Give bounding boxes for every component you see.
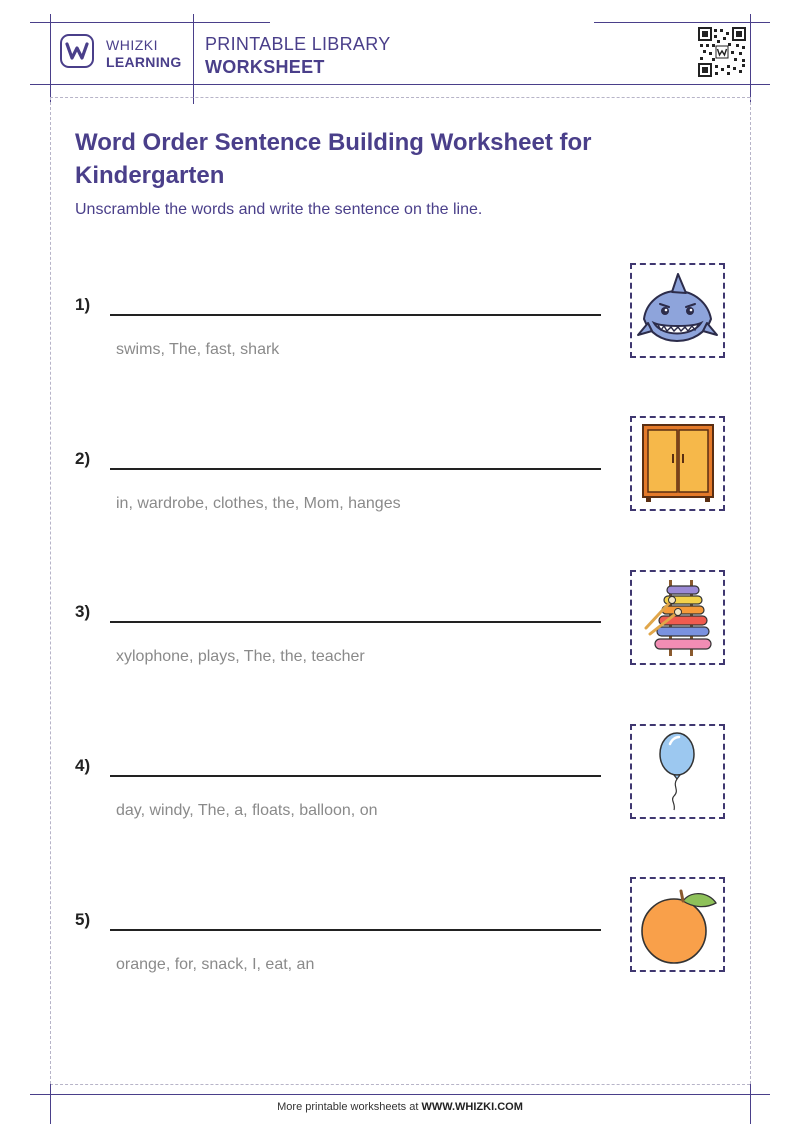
scrambled-words: swims, The, fast, shark bbox=[116, 341, 280, 358]
header-bottom-rule bbox=[30, 84, 770, 85]
answer-line[interactable] bbox=[110, 775, 601, 777]
scrambled-words: orange, for, snack, I, eat, an bbox=[116, 956, 315, 973]
answer-line[interactable] bbox=[110, 314, 601, 316]
scrambled-words: day, windy, The, a, floats, balloon, on bbox=[116, 802, 378, 819]
picture-box bbox=[630, 724, 725, 819]
frame-left-dash bbox=[50, 97, 51, 1084]
header-divider bbox=[193, 14, 194, 104]
scrambled-words: xylophone, plays, The, the, teacher bbox=[116, 648, 365, 665]
picture-box bbox=[630, 263, 725, 358]
library-label: PRINTABLE LIBRARY bbox=[205, 34, 391, 54]
answer-line[interactable] bbox=[110, 621, 601, 623]
question-number: 2) bbox=[75, 449, 91, 468]
footer-prefix: More printable worksheets at bbox=[277, 1101, 422, 1113]
footer-site-link[interactable]: WWW.WHIZKI.COM bbox=[421, 1101, 523, 1113]
whizki-logo-icon bbox=[60, 34, 94, 68]
frame-right-dash bbox=[750, 97, 751, 1084]
worksheet-title: Word Order Sentence Building Worksheet for Kindergarten bbox=[75, 129, 592, 189]
footer-text bbox=[0, 1101, 800, 1113]
header-right-rule bbox=[750, 14, 751, 104]
picture-box bbox=[630, 570, 725, 665]
shark-icon bbox=[632, 265, 723, 356]
picture-box bbox=[630, 877, 725, 972]
scrambled-words: in, wardrobe, clothes, the, Mom, hanges bbox=[116, 495, 401, 512]
frame-bottom-dash bbox=[50, 1084, 750, 1085]
wardrobe-icon bbox=[632, 418, 723, 509]
header-top-rule-right bbox=[594, 22, 770, 23]
footer-rule bbox=[30, 1094, 770, 1095]
question-number: 4) bbox=[75, 756, 91, 775]
question-number: 5) bbox=[75, 910, 91, 929]
xylophone-icon bbox=[632, 572, 723, 663]
qr-code-icon[interactable] bbox=[698, 27, 746, 77]
answer-line[interactable] bbox=[110, 929, 601, 931]
balloon-icon bbox=[632, 726, 723, 817]
header-top-rule-left bbox=[30, 22, 270, 23]
orange-icon bbox=[632, 879, 723, 970]
question-number: 1) bbox=[75, 295, 91, 314]
picture-box bbox=[630, 416, 725, 511]
answer-line[interactable] bbox=[110, 468, 601, 470]
worksheet-label: WORKSHEET bbox=[205, 57, 325, 77]
instruction-text: Unscramble the words and write the sentence on the line. bbox=[75, 201, 483, 218]
question-number: 3) bbox=[75, 602, 91, 621]
header-left-rule bbox=[50, 14, 51, 104]
frame-top-dash bbox=[50, 97, 750, 98]
logo-text-line1: WHIZKI bbox=[106, 37, 158, 53]
logo-text-line2: LEARNING bbox=[106, 54, 182, 70]
